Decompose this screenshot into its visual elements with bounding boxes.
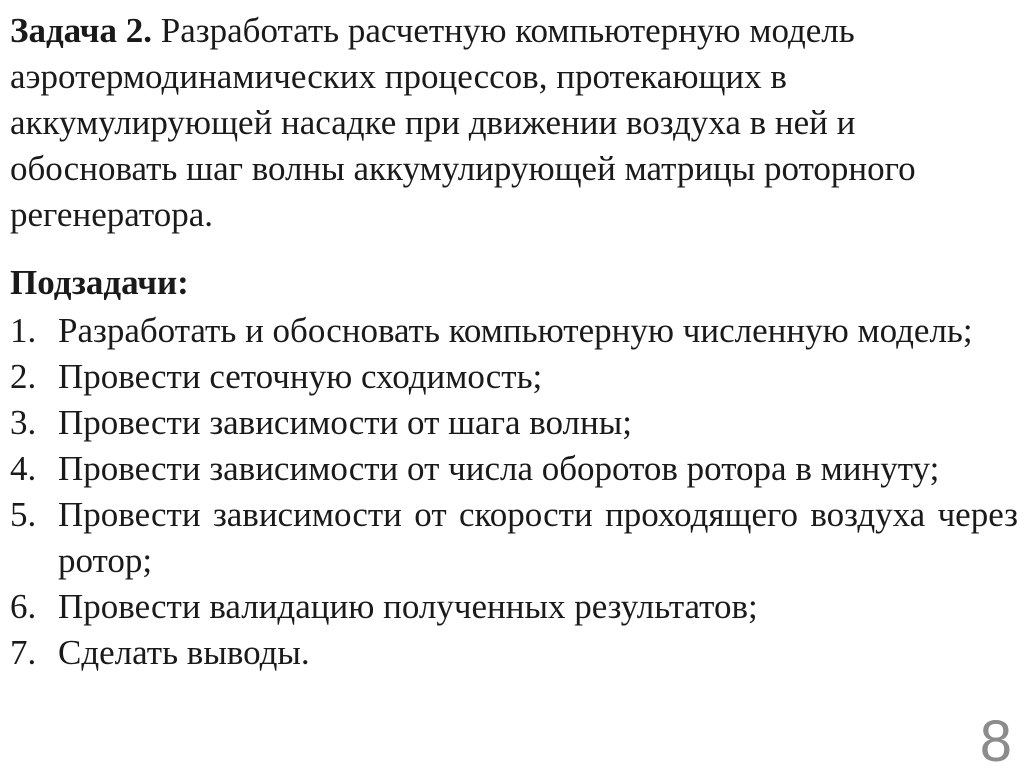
list-item-text: Разработать и обосновать компьютерную численную модель; [58,311,973,350]
list-item [10,492,1018,584]
subtasks-list [10,308,1018,676]
page-number: 8 [979,709,1012,774]
list-item-text: Провести сеточную сходимость; [58,357,543,396]
list-item-text: Провести валидацию полученных результатов; [58,587,758,626]
list-item [10,400,1018,446]
list-item-number: 3. [10,403,37,442]
list-item-text: Провести зависимости от шага волны; [58,403,632,442]
list-item-number: 4. [10,449,37,488]
task-paragraph [10,8,1010,238]
list-item-text: Сделать выводы. [58,633,310,672]
subtasks-heading: Подзадачи: [10,263,189,302]
list-item [10,308,1018,354]
list-item-number: 1. [10,311,37,350]
list-item [10,630,1018,676]
list-item [10,446,1018,492]
list-item [10,584,1018,630]
list-item-number: 6. [10,587,37,626]
task-label: Задача 2. [10,11,153,50]
list-item-number: 2. [10,357,37,396]
task-text: Разработать расчетную компьютерную модель аэротермодинамических процессов, протекающих в аккумулирующей насадке при движении воздуха в ней и обосновать шаг волны аккумулирующей матрицы роторного регенератора. [10,11,916,234]
list-item [10,354,1018,400]
list-item-number: 7. [10,633,37,672]
list-item-text: Провести зависимости от числа оборотов ротора в минуту; [58,449,940,488]
list-item-number: 5. [10,495,37,534]
list-item-text: Провести зависимости от скорости проходящего воздуха через ротор; [58,495,1018,580]
